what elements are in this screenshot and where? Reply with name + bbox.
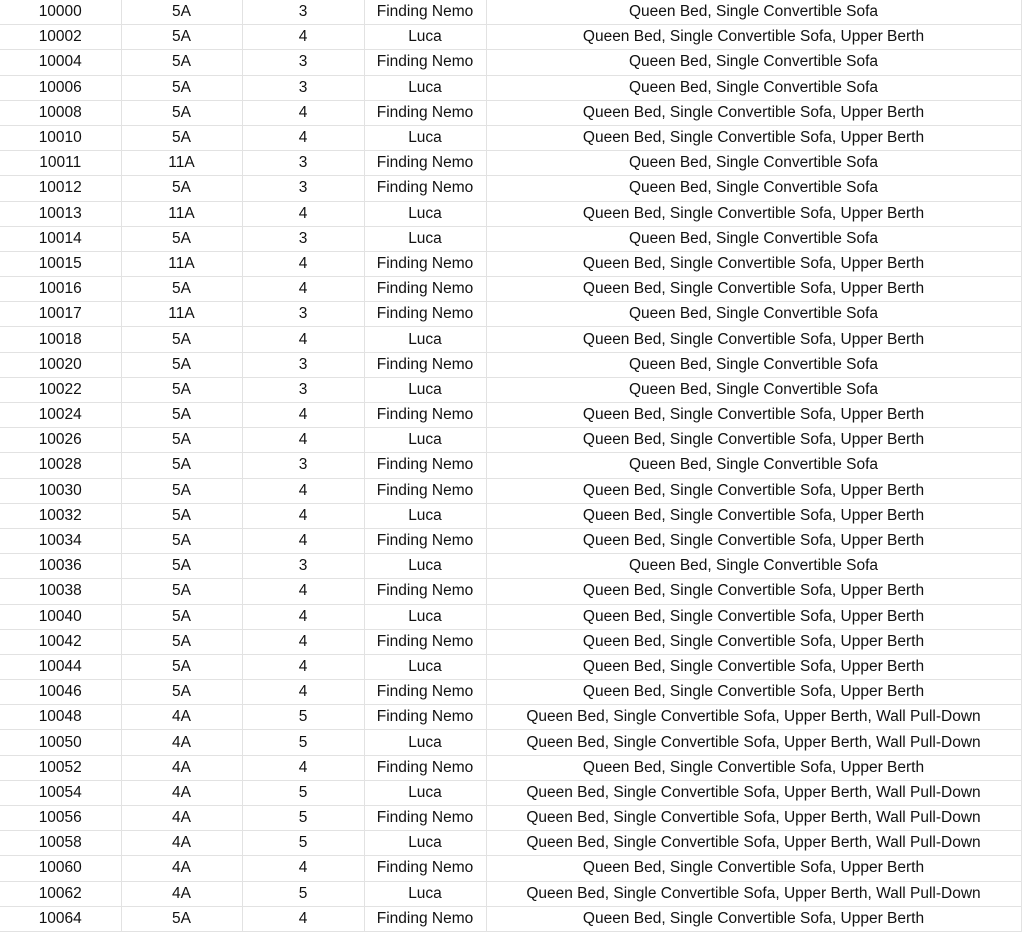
occupancy-cell[interactable]: 5	[242, 730, 364, 755]
bedding-cell[interactable]: Queen Bed, Single Convertible Sofa, Upper Berth	[486, 906, 1021, 931]
bedding-cell[interactable]: Queen Bed, Single Convertible Sofa	[486, 50, 1021, 75]
bedding-cell[interactable]: Queen Bed, Single Convertible Sofa	[486, 352, 1021, 377]
table-row	[0, 554, 1021, 579]
occupancy-cell[interactable]: 4	[242, 403, 364, 428]
cabin-number-cell[interactable]: 10056	[0, 806, 121, 831]
table-row	[0, 453, 1021, 478]
deck-cell[interactable]: 5A	[121, 125, 242, 150]
table-row	[0, 125, 1021, 150]
occupancy-cell[interactable]: 4	[242, 100, 364, 125]
deck-cell[interactable]: 4A	[121, 831, 242, 856]
table-row	[0, 680, 1021, 705]
theme-cell[interactable]: Finding Nemo	[364, 277, 486, 302]
bedding-cell[interactable]: Queen Bed, Single Convertible Sofa, Upper Berth	[486, 125, 1021, 150]
deck-cell[interactable]: 11A	[121, 151, 242, 176]
table-row	[0, 75, 1021, 100]
cabin-number-cell[interactable]: 10036	[0, 554, 121, 579]
table-row	[0, 806, 1021, 831]
table-row	[0, 780, 1021, 805]
theme-cell[interactable]: Finding Nemo	[364, 302, 486, 327]
table-row	[0, 176, 1021, 201]
table-row	[0, 831, 1021, 856]
theme-cell[interactable]: Finding Nemo	[364, 755, 486, 780]
bedding-cell[interactable]: Queen Bed, Single Convertible Sofa, Upper Berth	[486, 428, 1021, 453]
theme-cell[interactable]: Finding Nemo	[364, 906, 486, 931]
occupancy-cell[interactable]: 4	[242, 251, 364, 276]
cabin-number-cell[interactable]: 10052	[0, 755, 121, 780]
deck-cell[interactable]: 5A	[121, 100, 242, 125]
occupancy-cell[interactable]: 4	[242, 629, 364, 654]
bedding-cell[interactable]: Queen Bed, Single Convertible Sofa	[486, 226, 1021, 251]
theme-cell[interactable]: Luca	[364, 881, 486, 906]
deck-cell[interactable]: 5A	[121, 352, 242, 377]
deck-cell[interactable]: 11A	[121, 201, 242, 226]
theme-cell[interactable]: Finding Nemo	[364, 806, 486, 831]
deck-cell[interactable]: 5A	[121, 403, 242, 428]
cabin-number-cell[interactable]: 10010	[0, 125, 121, 150]
bedding-cell[interactable]: Queen Bed, Single Convertible Sofa	[486, 75, 1021, 100]
cabin-number-cell[interactable]: 10015	[0, 251, 121, 276]
cabin-number-cell[interactable]: 10022	[0, 377, 121, 402]
theme-cell[interactable]: Finding Nemo	[364, 856, 486, 881]
occupancy-cell[interactable]: 4	[242, 125, 364, 150]
deck-cell[interactable]: 5A	[121, 478, 242, 503]
occupancy-cell[interactable]: 4	[242, 25, 364, 50]
table-row	[0, 478, 1021, 503]
table-row	[0, 377, 1021, 402]
theme-cell[interactable]: Finding Nemo	[364, 251, 486, 276]
occupancy-cell[interactable]: 4	[242, 201, 364, 226]
bedding-cell[interactable]: Queen Bed, Single Convertible Sofa, Upper Berth, Wall Pull-Down	[486, 881, 1021, 906]
deck-cell[interactable]: 5A	[121, 176, 242, 201]
table-row	[0, 302, 1021, 327]
deck-cell[interactable]: 4A	[121, 730, 242, 755]
occupancy-cell[interactable]: 5	[242, 881, 364, 906]
deck-cell[interactable]: 11A	[121, 251, 242, 276]
table-row	[0, 226, 1021, 251]
occupancy-cell[interactable]: 4	[242, 277, 364, 302]
cabin-number-cell[interactable]: 10044	[0, 654, 121, 679]
theme-cell[interactable]: Finding Nemo	[364, 352, 486, 377]
cabin-number-cell[interactable]: 10013	[0, 201, 121, 226]
occupancy-cell[interactable]: 4	[242, 528, 364, 553]
deck-cell[interactable]: 5A	[121, 906, 242, 931]
bedding-cell[interactable]: Queen Bed, Single Convertible Sofa	[486, 453, 1021, 478]
theme-cell[interactable]: Luca	[364, 654, 486, 679]
deck-cell[interactable]: 4A	[121, 806, 242, 831]
bedding-cell[interactable]: Queen Bed, Single Convertible Sofa, Upper Berth	[486, 100, 1021, 125]
bedding-cell[interactable]: Queen Bed, Single Convertible Sofa, Upper Berth	[486, 327, 1021, 352]
table-row	[0, 705, 1021, 730]
cabin-number-cell[interactable]: 10028	[0, 453, 121, 478]
bedding-cell[interactable]: Queen Bed, Single Convertible Sofa, Upper Berth, Wall Pull-Down	[486, 806, 1021, 831]
theme-cell[interactable]: Finding Nemo	[364, 151, 486, 176]
deck-cell[interactable]: 5A	[121, 50, 242, 75]
table-row	[0, 730, 1021, 755]
cabin-number-cell[interactable]: 10040	[0, 604, 121, 629]
occupancy-cell[interactable]: 4	[242, 327, 364, 352]
deck-cell[interactable]: 5A	[121, 453, 242, 478]
deck-cell[interactable]: 5A	[121, 327, 242, 352]
bedding-cell[interactable]: Queen Bed, Single Convertible Sofa	[486, 554, 1021, 579]
deck-cell[interactable]: 5A	[121, 503, 242, 528]
deck-cell[interactable]: 4A	[121, 705, 242, 730]
theme-cell[interactable]: Finding Nemo	[364, 629, 486, 654]
table-row	[0, 0, 1021, 25]
theme-cell[interactable]: Luca	[364, 226, 486, 251]
table-row	[0, 201, 1021, 226]
bedding-cell[interactable]: Queen Bed, Single Convertible Sofa, Upper Berth	[486, 654, 1021, 679]
theme-cell[interactable]: Finding Nemo	[364, 403, 486, 428]
table-row	[0, 856, 1021, 881]
deck-cell[interactable]: 5A	[121, 554, 242, 579]
theme-cell[interactable]: Luca	[364, 503, 486, 528]
deck-cell[interactable]: 5A	[121, 579, 242, 604]
table-row	[0, 579, 1021, 604]
bedding-cell[interactable]: Queen Bed, Single Convertible Sofa, Upper Berth	[486, 579, 1021, 604]
bedding-cell[interactable]: Queen Bed, Single Convertible Sofa, Upper Berth	[486, 680, 1021, 705]
bedding-cell[interactable]: Queen Bed, Single Convertible Sofa, Upper Berth, Wall Pull-Down	[486, 780, 1021, 805]
occupancy-cell[interactable]: 4	[242, 755, 364, 780]
occupancy-cell[interactable]: 4	[242, 579, 364, 604]
bedding-cell[interactable]: Queen Bed, Single Convertible Sofa, Upper Berth	[486, 856, 1021, 881]
deck-cell[interactable]: 5A	[121, 25, 242, 50]
cabin-number-cell[interactable]: 10050	[0, 730, 121, 755]
bedding-cell[interactable]: Queen Bed, Single Convertible Sofa, Upper Berth, Wall Pull-Down	[486, 831, 1021, 856]
occupancy-cell[interactable]: 3	[242, 352, 364, 377]
bedding-cell[interactable]: Queen Bed, Single Convertible Sofa	[486, 151, 1021, 176]
theme-cell[interactable]: Finding Nemo	[364, 680, 486, 705]
cabin-number-cell[interactable]: 10032	[0, 503, 121, 528]
theme-cell[interactable]: Luca	[364, 75, 486, 100]
cabin-number-cell[interactable]: 10034	[0, 528, 121, 553]
table-row	[0, 251, 1021, 276]
deck-cell[interactable]: 5A	[121, 428, 242, 453]
cabin-number-cell[interactable]: 10017	[0, 302, 121, 327]
occupancy-cell[interactable]: 4	[242, 428, 364, 453]
cabin-number-cell[interactable]: 10018	[0, 327, 121, 352]
occupancy-cell[interactable]: 3	[242, 176, 364, 201]
occupancy-cell[interactable]: 4	[242, 856, 364, 881]
table-row	[0, 906, 1021, 931]
deck-cell[interactable]: 5A	[121, 604, 242, 629]
table-row	[0, 277, 1021, 302]
cabin-number-cell[interactable]: 10014	[0, 226, 121, 251]
deck-cell[interactable]: 11A	[121, 302, 242, 327]
theme-cell[interactable]: Luca	[364, 125, 486, 150]
cabin-number-cell[interactable]: 10062	[0, 881, 121, 906]
cabin-number-cell[interactable]: 10000	[0, 0, 121, 25]
bedding-cell[interactable]: Queen Bed, Single Convertible Sofa, Upper Berth	[486, 528, 1021, 553]
occupancy-cell[interactable]: 3	[242, 151, 364, 176]
theme-cell[interactable]: Finding Nemo	[364, 176, 486, 201]
deck-cell[interactable]: 5A	[121, 629, 242, 654]
theme-cell[interactable]: Luca	[364, 780, 486, 805]
occupancy-cell[interactable]: 4	[242, 604, 364, 629]
theme-cell[interactable]: Luca	[364, 428, 486, 453]
table-row	[0, 428, 1021, 453]
bedding-cell[interactable]: Queen Bed, Single Convertible Sofa, Upper Berth	[486, 251, 1021, 276]
theme-cell[interactable]: Finding Nemo	[364, 478, 486, 503]
occupancy-cell[interactable]: 5	[242, 705, 364, 730]
deck-cell[interactable]: 5A	[121, 277, 242, 302]
cabin-number-cell[interactable]: 10002	[0, 25, 121, 50]
table-row	[0, 151, 1021, 176]
occupancy-cell[interactable]: 5	[242, 806, 364, 831]
occupancy-cell[interactable]: 3	[242, 0, 364, 25]
table-row	[0, 327, 1021, 352]
occupancy-cell[interactable]: 4	[242, 503, 364, 528]
bedding-cell[interactable]: Queen Bed, Single Convertible Sofa	[486, 176, 1021, 201]
bedding-cell[interactable]: Queen Bed, Single Convertible Sofa, Upper Berth	[486, 604, 1021, 629]
theme-cell[interactable]: Luca	[364, 730, 486, 755]
cabin-number-cell[interactable]: 10042	[0, 629, 121, 654]
deck-cell[interactable]: 5A	[121, 226, 242, 251]
theme-cell[interactable]: Finding Nemo	[364, 453, 486, 478]
cabin-number-cell[interactable]: 10016	[0, 277, 121, 302]
theme-cell[interactable]: Finding Nemo	[364, 50, 486, 75]
deck-cell[interactable]: 4A	[121, 755, 242, 780]
theme-cell[interactable]: Finding Nemo	[364, 0, 486, 25]
occupancy-cell[interactable]: 3	[242, 50, 364, 75]
theme-cell[interactable]: Luca	[364, 831, 486, 856]
bedding-cell[interactable]: Queen Bed, Single Convertible Sofa, Upper Berth	[486, 277, 1021, 302]
theme-cell[interactable]: Luca	[364, 201, 486, 226]
theme-cell[interactable]: Finding Nemo	[364, 528, 486, 553]
bedding-cell[interactable]: Queen Bed, Single Convertible Sofa	[486, 377, 1021, 402]
cabin-number-cell[interactable]: 10058	[0, 831, 121, 856]
occupancy-cell[interactable]: 4	[242, 906, 364, 931]
bedding-cell[interactable]: Queen Bed, Single Convertible Sofa, Upper Berth	[486, 503, 1021, 528]
occupancy-cell[interactable]: 3	[242, 75, 364, 100]
theme-cell[interactable]: Luca	[364, 554, 486, 579]
occupancy-cell[interactable]: 3	[242, 226, 364, 251]
occupancy-cell[interactable]: 3	[242, 554, 364, 579]
cabin-number-cell[interactable]: 10004	[0, 50, 121, 75]
occupancy-cell[interactable]: 3	[242, 453, 364, 478]
cabin-number-cell[interactable]: 10054	[0, 780, 121, 805]
cabin-number-cell[interactable]: 10026	[0, 428, 121, 453]
table-row	[0, 528, 1021, 553]
deck-cell[interactable]: 5A	[121, 0, 242, 25]
table-row	[0, 352, 1021, 377]
occupancy-cell[interactable]: 3	[242, 302, 364, 327]
deck-cell[interactable]: 5A	[121, 75, 242, 100]
table-row	[0, 755, 1021, 780]
deck-cell[interactable]: 4A	[121, 881, 242, 906]
cabin-number-cell[interactable]: 10038	[0, 579, 121, 604]
theme-cell[interactable]: Finding Nemo	[364, 705, 486, 730]
table-row	[0, 629, 1021, 654]
theme-cell[interactable]: Finding Nemo	[364, 579, 486, 604]
bedding-cell[interactable]: Queen Bed, Single Convertible Sofa, Upper Berth	[486, 755, 1021, 780]
cabin-number-cell[interactable]: 10064	[0, 906, 121, 931]
occupancy-cell[interactable]: 5	[242, 831, 364, 856]
occupancy-cell[interactable]: 4	[242, 680, 364, 705]
table-row	[0, 50, 1021, 75]
occupancy-cell[interactable]: 3	[242, 377, 364, 402]
bedding-cell[interactable]: Queen Bed, Single Convertible Sofa, Upper Berth	[486, 403, 1021, 428]
occupancy-cell[interactable]: 4	[242, 654, 364, 679]
cabin-number-cell[interactable]: 10024	[0, 403, 121, 428]
cabin-number-cell[interactable]: 10011	[0, 151, 121, 176]
occupancy-cell[interactable]: 4	[242, 478, 364, 503]
bedding-cell[interactable]: Queen Bed, Single Convertible Sofa, Upper Berth	[486, 201, 1021, 226]
deck-cell[interactable]: 5A	[121, 377, 242, 402]
bedding-cell[interactable]: Queen Bed, Single Convertible Sofa	[486, 0, 1021, 25]
theme-cell[interactable]: Luca	[364, 25, 486, 50]
cabin-number-cell[interactable]: 10020	[0, 352, 121, 377]
cabin-number-cell[interactable]: 10030	[0, 478, 121, 503]
deck-cell[interactable]: 5A	[121, 654, 242, 679]
deck-cell[interactable]: 5A	[121, 528, 242, 553]
table-row	[0, 403, 1021, 428]
bedding-cell[interactable]: Queen Bed, Single Convertible Sofa, Upper Berth, Wall Pull-Down	[486, 705, 1021, 730]
table-row	[0, 25, 1021, 50]
cabin-number-cell[interactable]: 10012	[0, 176, 121, 201]
deck-cell[interactable]: 5A	[121, 680, 242, 705]
table-row	[0, 503, 1021, 528]
theme-cell[interactable]: Luca	[364, 327, 486, 352]
cabin-number-cell[interactable]: 10060	[0, 856, 121, 881]
cabin-number-cell[interactable]: 10048	[0, 705, 121, 730]
theme-cell[interactable]: Luca	[364, 604, 486, 629]
cabin-number-cell[interactable]: 10008	[0, 100, 121, 125]
bedding-cell[interactable]: Queen Bed, Single Convertible Sofa, Upper Berth	[486, 629, 1021, 654]
bedding-cell[interactable]: Queen Bed, Single Convertible Sofa, Upper Berth	[486, 25, 1021, 50]
bedding-cell[interactable]: Queen Bed, Single Convertible Sofa, Upper Berth	[486, 478, 1021, 503]
bedding-cell[interactable]: Queen Bed, Single Convertible Sofa, Upper Berth, Wall Pull-Down	[486, 730, 1021, 755]
deck-cell[interactable]: 4A	[121, 856, 242, 881]
theme-cell[interactable]: Luca	[364, 377, 486, 402]
deck-cell[interactable]: 4A	[121, 780, 242, 805]
table-row	[0, 100, 1021, 125]
cabin-number-cell[interactable]: 10006	[0, 75, 121, 100]
theme-cell[interactable]: Finding Nemo	[364, 100, 486, 125]
table-row	[0, 654, 1021, 679]
table-row	[0, 881, 1021, 906]
cabin-number-cell[interactable]: 10046	[0, 680, 121, 705]
table-row	[0, 604, 1021, 629]
bedding-cell[interactable]: Queen Bed, Single Convertible Sofa	[486, 302, 1021, 327]
occupancy-cell[interactable]: 5	[242, 780, 364, 805]
